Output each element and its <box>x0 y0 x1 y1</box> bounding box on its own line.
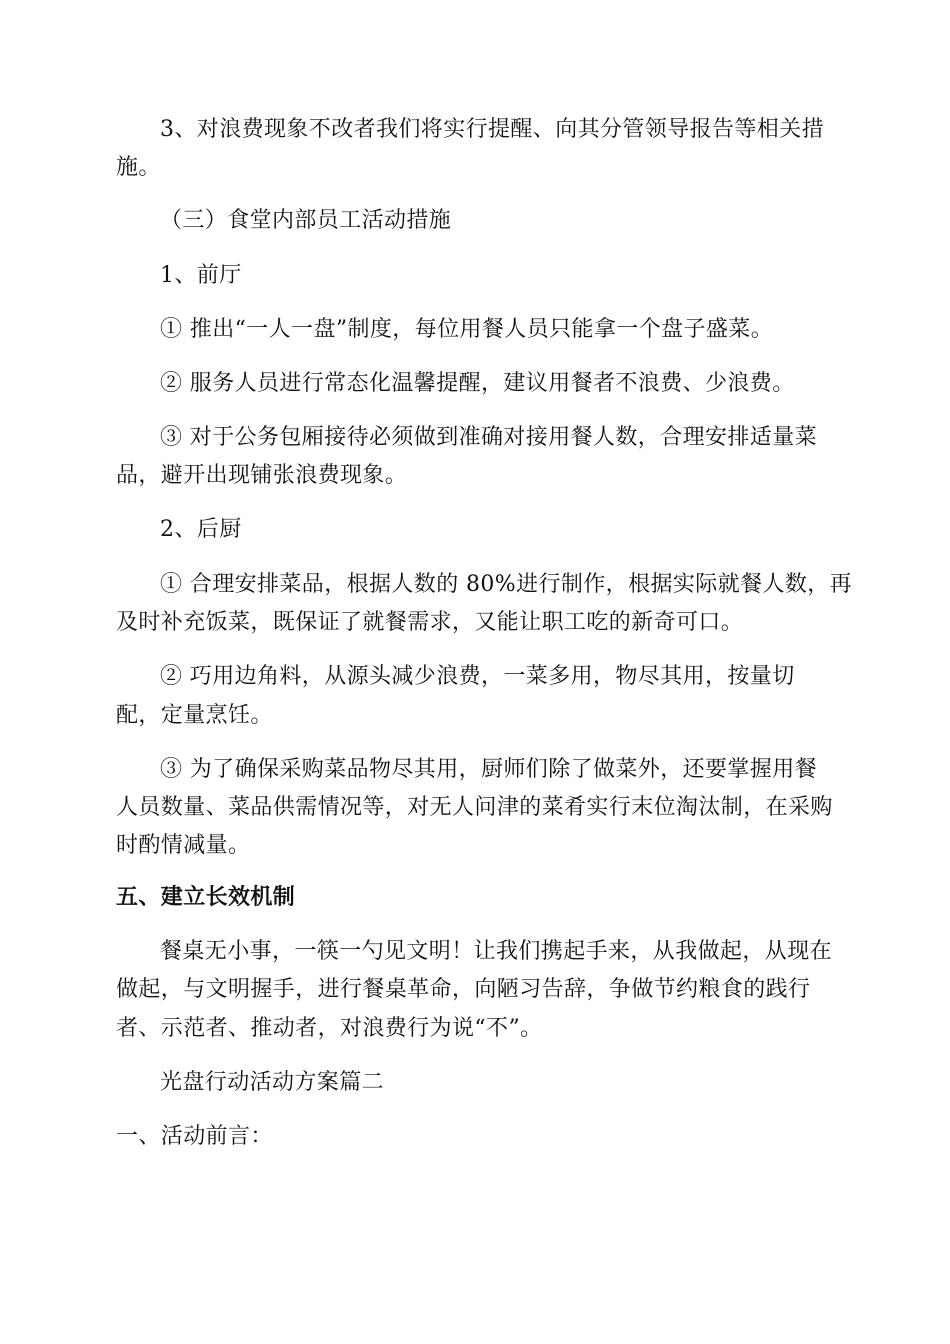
paragraph-line: 者、示范者、推动者，对浪费行为说“不”。 <box>116 1016 543 1041</box>
paragraph-line: 时酌情减量。 <box>116 833 251 858</box>
paragraph-line: 3、对浪费现象不改者我们将实行提醒、向其分管领导报告等相关措 <box>160 117 824 142</box>
paragraph-line: 品，避开出现铺张浪费现象。 <box>116 463 408 488</box>
paragraph-line: ③ 为了确保采购菜品物尽其用，厨师们除了做菜外，还要掌握用餐 <box>160 757 817 782</box>
paragraph-line: 做起，与文明握手，进行餐桌革命，向陋习告辞，争做节约粮食的践行 <box>116 977 811 1002</box>
paragraph-line: 餐桌无小事，一筷一勺见文明！让我们携起手来，从我做起，从现在 <box>160 939 833 964</box>
paragraph-line: ② 巧用边角料，从源头减少浪费，一菜多用，物尽其用，按量切 <box>160 664 795 689</box>
item-heading: 1、前厅 <box>160 263 242 288</box>
paragraph-line: 人员数量、菜品供需情况等，对无人问津的菜肴实行末位淘汰制，在采购 <box>116 795 833 820</box>
paragraph-line: ① 合理安排菜品，根据人数的 80%进行制作，根据实际就餐人数，再 <box>160 572 853 597</box>
paragraph-line: 配，定量烹饪。 <box>116 703 273 728</box>
subsection-heading: （三）食堂内部员工活动措施 <box>160 208 452 233</box>
item-heading: 2、后厨 <box>160 517 242 542</box>
paragraph-line: 及时补充饭菜，既保证了就餐需求，又能让职工吃的新奇可口。 <box>116 610 744 635</box>
paragraph-line: 施。 <box>116 155 161 180</box>
paragraph-line: ① 推出“一人一盘”制度，每位用餐人员只能拿一个盘子盛菜。 <box>160 317 774 342</box>
document-title: 光盘行动活动方案篇二 <box>160 1070 385 1095</box>
section-heading: 一、活动前言： <box>116 1124 273 1149</box>
paragraph-line: ③ 对于公务包厢接待必须做到准确对接用餐人数，合理安排适量菜 <box>160 425 817 450</box>
section-heading: 五、建立长效机制 <box>116 885 296 910</box>
paragraph-line: ② 服务人员进行常态化温馨提醒，建议用餐者不浪费、少浪费。 <box>160 371 795 396</box>
